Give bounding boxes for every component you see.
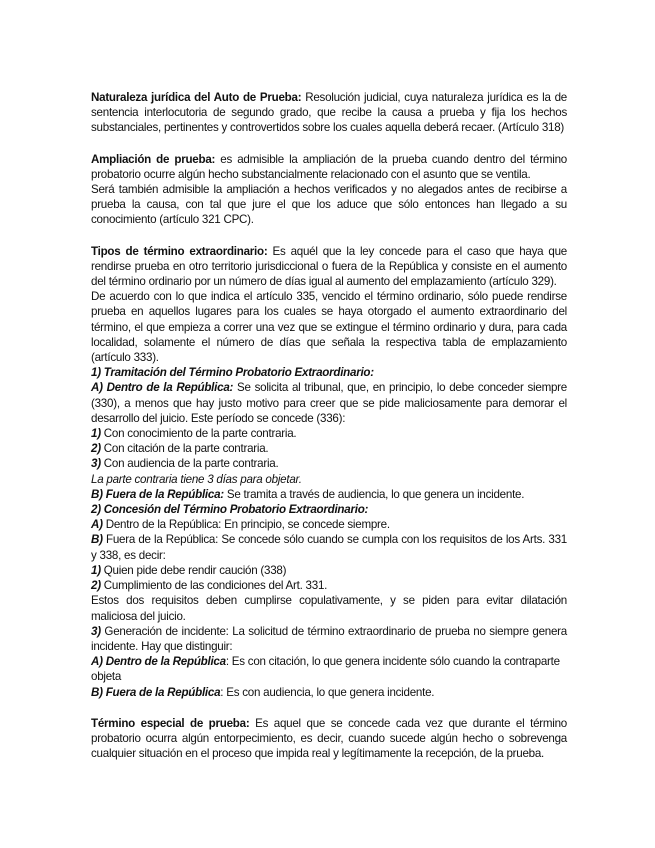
list-item-number: 2)	[91, 579, 101, 593]
list-item-label: A) Dentro de la República	[91, 655, 226, 669]
ampliacion-paragraph	[91, 152, 567, 182]
list-item-text: Con audiencia de la parte contraria.	[100, 457, 279, 471]
list-item	[91, 563, 567, 578]
list-item-text: Quien pide debe rendir caución (338)	[100, 563, 287, 577]
ampliacion-text-1: es admisible la ampliación de la prueba cuando dentro del término probatorio ocurre algún hecho substancialmente relacionado con el asunto que se ventila.	[91, 152, 567, 181]
fuera-label: B) Fuera de la República:	[91, 487, 224, 501]
especial-heading: Término especial de prueba:	[91, 716, 250, 730]
list-item-number: 1)	[91, 563, 101, 577]
naturaleza-text: Resolución judicial, cuya naturaleza jurídica es la de sentencia interlocutoria de segundo grado, que recibe la causa a prueba y fija los hechos substanciales, pertinentes y controvertidos sobre los cuales aquella deberá recaer. (Artículo 318)	[91, 91, 567, 135]
ampliacion-paragraph-2: Será también admisible la ampliación a hechos verificados y no alegados antes de recibirse a prueba la causa, con tal que jure el que los aduce que sólo entonces han llegado a su conocimiento (artículo 321 CPC).	[91, 183, 567, 227]
list-item	[91, 532, 567, 562]
dentro-text: Se solicita al tribunal, que, en principio, lo debe conceder siempre (330), a menos que hay justo motivo para creer que se pide maliciosamente para demorar el desarrollo del juicio. Este período se concede (336):	[91, 381, 567, 425]
tipos-paragraph	[91, 244, 567, 290]
naturaleza-paragraph	[91, 90, 567, 136]
concesion-heading: 2) Concesión del Término Probatorio Extraordinario:	[91, 503, 369, 517]
list-item-number: A)	[91, 518, 103, 532]
list-item-text: Con citación de la parte contraria.	[100, 442, 269, 456]
objection-note: La parte contraria tiene 3 días para objetar.	[91, 472, 302, 486]
list-item	[91, 517, 567, 532]
requisitos-paragraph: Estos dos requisitos deben cumplirse copulativamente, y se piden para evitar dilatación maliciosa del juicio.	[91, 594, 567, 623]
tipos-text-1: Es aquél que la ley concede para el caso que haya que rendirse prueba en otro territorio jurisdiccional o fuera de la República y consiste en el aumento del término ordinario por un número de días igual al aumento del emplazamiento (artículo 329).	[91, 244, 567, 289]
fuera-paragraph	[91, 487, 567, 502]
list-item-text: : Es con audiencia, lo que genera incidente.	[220, 685, 435, 699]
list-item	[91, 426, 567, 441]
list-item-text: Dentro de la República: En principio, se concede siempre.	[102, 518, 390, 532]
list-item	[91, 624, 567, 654]
list-item	[91, 578, 567, 593]
list-item-number: B)	[91, 533, 103, 547]
fuera-text: Se tramita a través de audiencia, lo que genera un incidente.	[223, 487, 525, 501]
list-item-label: B) Fuera de la República	[91, 685, 221, 699]
especial-text: Es aquel que se concede cada vez que durante el término probatorio ocurra algún entorpecimiento, es decir, cuando sucede algún hecho o sobrevenga cualquier situación en el proceso que impida real y legítimamente la recepción, de la prueba.	[91, 716, 568, 761]
list-item-number: 3)	[91, 457, 101, 471]
naturaleza-heading: Naturaleza jurídica del Auto de Prueba:	[91, 91, 302, 104]
tipos-paragraph-2: De acuerdo con lo que indica el artículo 335, vencido el término ordinario, sólo puede rendirse prueba en aquellos lugares para los cuales se haya otorgado el aumento extraordinario del término, el que empieza a correr una vez que se extingue el término ordinario y dura, para cada localidad, solamente el número de días que señala la respectiva tabla de emplazamiento (artículo 333).	[91, 290, 567, 365]
list-item-text: Cumplimiento de las condiciones del Art. 331.	[100, 579, 328, 593]
dentro-label: A) Dentro de la República:	[91, 381, 234, 395]
list-item-text: : Es con citación, lo que genera incidente sólo cuando la contraparte objeta	[91, 655, 560, 684]
list-item-text: Generación de incidente: La solicitud de término extraordinario de prueba no siempre genera incidente. Hay que distinguir:	[91, 624, 567, 653]
document-page	[91, 90, 567, 761]
ampliacion-heading: Ampliación de prueba:	[91, 152, 216, 166]
list-item	[91, 456, 567, 471]
especial-paragraph	[91, 716, 567, 762]
dentro-paragraph	[91, 380, 567, 426]
list-item-number: 2)	[91, 442, 101, 456]
list-item-text: Con conocimiento de la parte contraria.	[100, 427, 297, 441]
list-item-text: Fuera de la República: Se concede sólo cuando se cumpla con los requisitos de los Arts. 331 y 338, es decir:	[91, 533, 567, 562]
list-item	[91, 654, 567, 684]
tramitacion-heading: 1) Tramitación del Término Probatorio Extraordinario:	[91, 366, 374, 380]
list-item	[91, 441, 567, 456]
list-item-number: 3)	[91, 624, 101, 638]
tipos-heading: Tipos de término extraordinario:	[91, 244, 268, 258]
list-item	[91, 685, 567, 700]
list-item-number: 1)	[91, 427, 101, 441]
